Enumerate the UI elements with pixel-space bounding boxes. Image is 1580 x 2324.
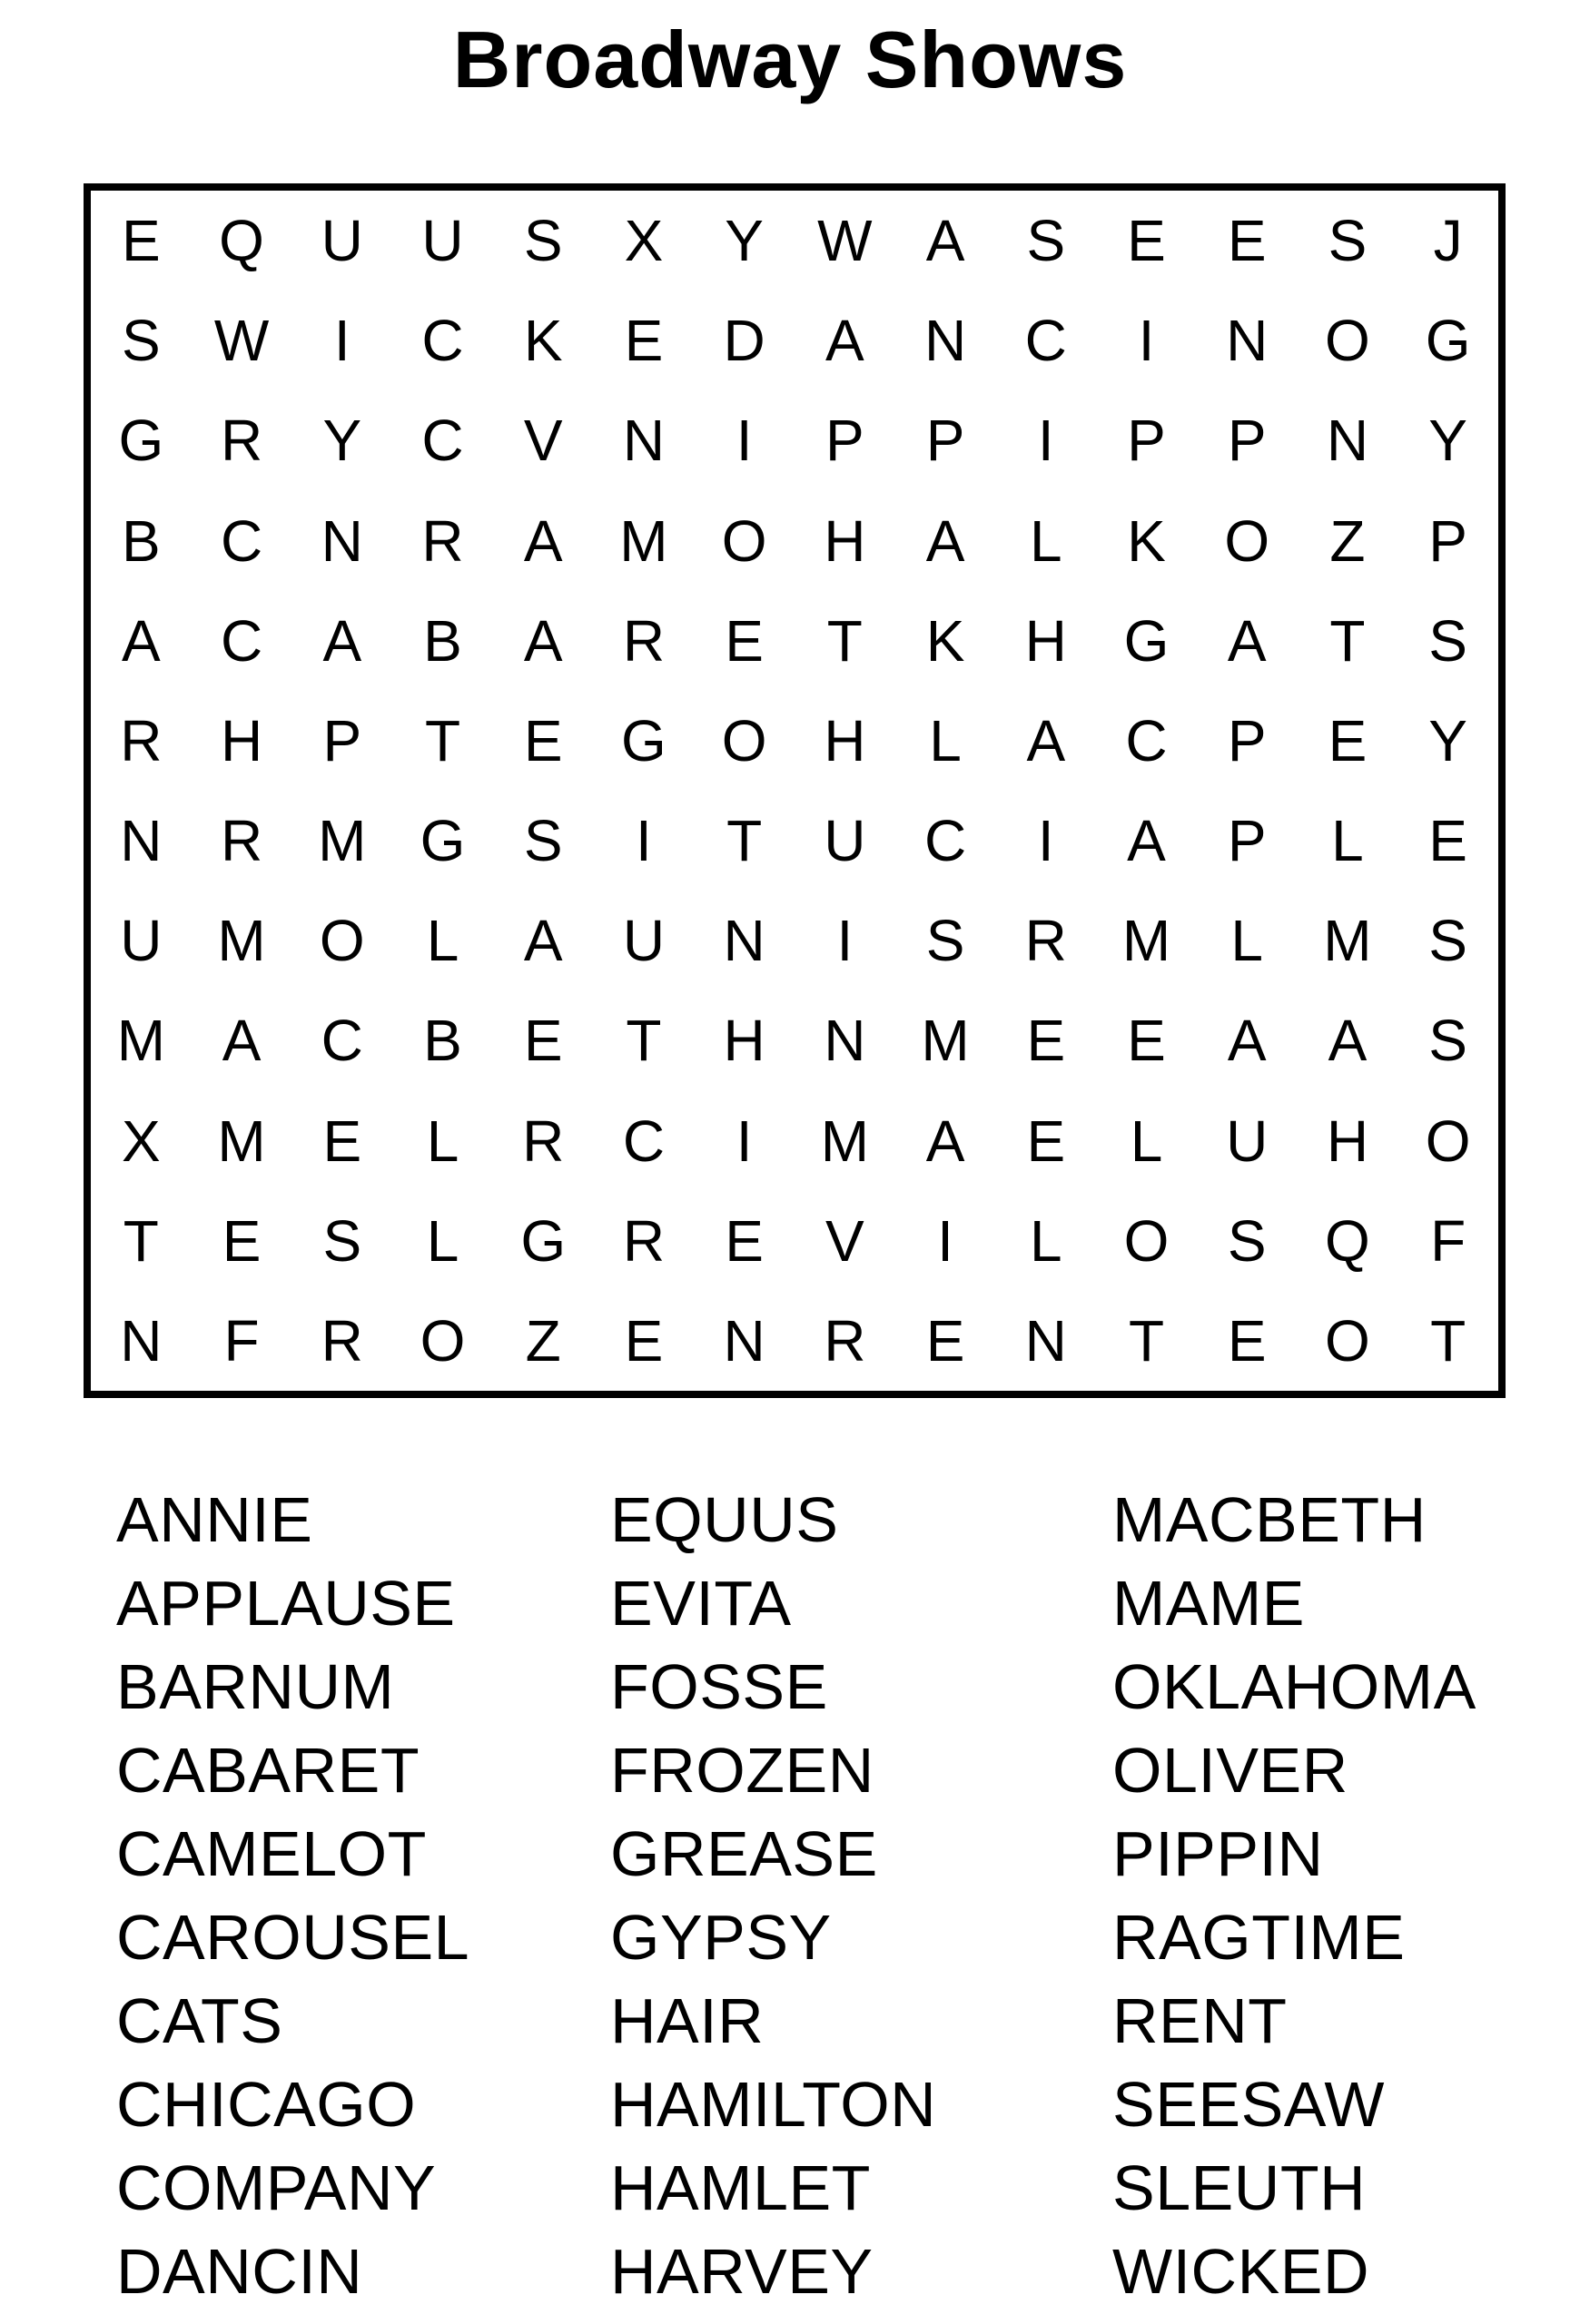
word-list-item: CHICAGO [116,2069,417,2140]
word-list-item: SEESAW [1112,2069,1385,2140]
grid-letter[interactable]: Q [219,208,264,274]
word-list-item: MACBETH [1112,1484,1427,1555]
grid-letter[interactable]: O [1425,1108,1471,1174]
word-list-item: APPLAUSE [116,1568,456,1639]
grid-letter[interactable]: C [1024,308,1067,374]
grid-letter[interactable]: Y [322,408,362,474]
word-list-item: COMPANY [116,2152,437,2223]
grid-letter[interactable]: A [122,607,161,674]
word-list-column [116,1478,469,2313]
grid-letter[interactable]: M [820,1108,869,1174]
grid-letter[interactable]: Y [1428,408,1467,474]
grid-letter[interactable]: E [925,1307,965,1374]
grid-letter[interactable]: L [929,707,962,773]
grid-letter[interactable]: Y [725,208,764,274]
grid-letter[interactable]: G [1425,308,1471,374]
grid-letter[interactable]: K [523,308,563,374]
grid-letter[interactable]: R [622,607,666,674]
grid-letter[interactable]: A [1328,1008,1368,1074]
grid-letter[interactable]: L [1230,908,1263,974]
grid-letter[interactable]: O [721,707,767,773]
grid-letter[interactable]: N [1226,308,1269,374]
grid-letter[interactable]: N [120,808,163,874]
grid-letter[interactable]: M [1121,908,1171,974]
grid-letter[interactable]: K [1127,507,1166,574]
grid-letter[interactable]: P [1227,408,1267,474]
word-list-item: HARVEY [610,2236,874,2307]
grid-letter[interactable]: H [1326,1108,1369,1174]
grid-letter[interactable]: U [622,908,666,974]
grid-letter[interactable]: L [426,1207,459,1274]
grid-letter[interactable]: O [420,1307,466,1374]
grid-letter[interactable]: P [825,408,864,474]
grid-letter[interactable]: C [421,308,464,374]
grid-letter[interactable]: N [1326,408,1369,474]
grid-letter[interactable]: E [1227,1307,1267,1374]
word-list-item: GYPSY [610,1902,832,1973]
grid-letter[interactable]: C [923,808,967,874]
grid-letter[interactable]: U [824,808,866,874]
grid-letter[interactable]: P [1227,707,1267,773]
grid-letter[interactable]: T [626,1008,662,1074]
grid-letter[interactable]: M [217,1108,266,1174]
word-list-item: RENT [1112,1985,1288,2056]
grid-letter[interactable]: E [1328,707,1368,773]
grid-letter[interactable]: E [523,707,563,773]
grid-letter[interactable]: V [825,1207,864,1274]
grid-letter[interactable]: S [1428,607,1467,674]
grid-letter[interactable]: A [1227,1008,1267,1074]
grid-letter[interactable]: I [937,1207,953,1274]
grid-letter[interactable]: E [122,208,161,274]
grid-letter[interactable]: H [824,507,866,574]
grid-letter[interactable]: I [836,908,854,974]
grid-letter[interactable]: U [1226,1108,1269,1174]
grid-letter[interactable]: R [321,1307,363,1374]
grid-letter[interactable]: M [318,808,367,874]
grid-letter[interactable]: C [220,607,263,674]
grid-letter[interactable]: T [1430,1307,1466,1374]
grid-letter[interactable]: H [220,707,263,773]
grid-letter[interactable]: R [220,808,263,874]
grid-letter[interactable]: O [721,507,767,574]
grid-letter[interactable]: N [321,507,363,574]
grid-letter[interactable]: N [923,308,967,374]
grid-letter[interactable]: A [1127,808,1166,874]
word-list-item: MAME [1112,1568,1305,1639]
grid-letter[interactable]: E [322,1108,362,1174]
grid-letter[interactable]: W [817,208,873,274]
grid-letter[interactable]: F [1430,1207,1466,1274]
grid-letter[interactable]: V [523,408,563,474]
grid-letter[interactable]: A [523,507,563,574]
grid-letter[interactable]: B [423,607,462,674]
word-list-item: OKLAHOMA [1112,1651,1476,1722]
grid-letter[interactable]: Y [1428,707,1467,773]
grid-letter[interactable]: P [1227,808,1267,874]
word-list-item: SLEUTH [1112,2152,1367,2223]
grid-letter[interactable]: M [217,908,266,974]
grid-letter[interactable]: D [723,308,765,374]
grid-letter[interactable]: C [1125,707,1168,773]
grid-letter[interactable]: T [424,707,461,773]
grid-letter[interactable]: S [925,908,965,974]
grid-letter[interactable]: O [1224,507,1270,574]
grid-letter[interactable]: N [622,408,666,474]
grid-letter[interactable]: A [925,507,965,574]
grid-letter[interactable]: I [1037,408,1054,474]
grid-letter[interactable]: C [622,1108,666,1174]
word-list-item: CAMELOT [116,1818,427,1889]
grid-letter[interactable]: E [1127,1008,1166,1074]
word-list-item: FOSSE [610,1651,828,1722]
grid-letter[interactable]: H [824,707,866,773]
grid-letter[interactable]: A [925,1108,965,1174]
grid-letter[interactable]: T [726,808,763,874]
word-list-column [610,1478,936,2313]
grid-letter[interactable]: A [523,607,563,674]
grid-letter[interactable]: I [636,808,652,874]
grid-letter[interactable]: E [1127,208,1166,274]
grid-letter[interactable]: T [123,1207,159,1274]
grid-letter[interactable]: R [120,707,163,773]
grid-letter[interactable]: I [1138,308,1155,374]
grid-letter[interactable]: M [1323,908,1372,974]
grid-letter[interactable]: G [520,1207,567,1274]
word-list-item: DANCIN [116,2236,363,2307]
grid-letter[interactable]: M [116,1008,165,1074]
grid-letter[interactable]: L [1130,1108,1163,1174]
grid-letter[interactable]: C [421,408,464,474]
grid-letter[interactable]: S [322,1207,362,1274]
grid-letter[interactable]: L [1331,808,1364,874]
grid-letter[interactable]: U [120,908,163,974]
word-list-item: BARNUM [116,1651,395,1722]
grid-letter[interactable]: I [736,1108,753,1174]
grid-letter[interactable]: P [925,408,965,474]
grid-letter[interactable]: A [825,308,864,374]
grid-letter[interactable]: E [725,1207,764,1274]
word-list-item: ANNIE [116,1484,313,1555]
grid-letter[interactable]: N [723,1307,765,1374]
grid-letter[interactable]: E [222,1207,262,1274]
grid-letter[interactable]: A [222,1008,262,1074]
grid-letter[interactable]: S [122,308,161,374]
grid-letter[interactable]: I [736,408,753,474]
grid-letter[interactable]: S [1227,1207,1267,1274]
grid-letter[interactable]: O [1325,308,1370,374]
grid-letter[interactable]: E [1428,808,1467,874]
grid-letter[interactable]: R [622,1207,666,1274]
grid-letter[interactable]: T [1329,607,1366,674]
grid-letter[interactable]: I [333,308,351,374]
grid-letter[interactable]: R [220,408,263,474]
word-list [0,1478,1580,2307]
grid-letter[interactable]: X [624,208,664,274]
grid-letter[interactable]: A [1227,607,1267,674]
grid-letter[interactable]: S [1328,208,1368,274]
word-list-item: HAIR [610,1985,765,2056]
grid-letter[interactable]: G [420,808,466,874]
grid-letter[interactable]: Z [1329,507,1366,574]
grid-letter[interactable]: G [621,707,667,773]
page-title: Broadway Shows [452,15,1128,104]
grid-letter[interactable]: S [523,808,563,874]
word-list-item: FROZEN [610,1735,874,1806]
word-list-item: EQUUS [610,1484,839,1555]
grid-letter[interactable]: E [1026,1108,1066,1174]
grid-letter[interactable]: C [321,1008,363,1074]
grid-letter[interactable]: B [122,507,161,574]
word-list-item: HAMILTON [610,2069,937,2140]
word-list-item: CABARET [116,1735,420,1806]
grid-letter[interactable]: N [824,1008,866,1074]
word-search-grid [84,183,1506,1398]
word-list-item: HAMLET [610,2152,871,2223]
grid-letter[interactable]: R [824,1307,866,1374]
grid-letter[interactable]: H [723,1008,765,1074]
grid-letter[interactable]: W [213,308,270,374]
grid-letter[interactable]: K [925,607,965,674]
grid-letter[interactable]: J [1433,208,1463,274]
grid-letter[interactable]: R [1024,908,1067,974]
grid-letter[interactable]: C [220,507,263,574]
grid-letter[interactable]: M [921,1008,970,1074]
grid-letter[interactable]: I [1037,808,1054,874]
grid-letter[interactable]: B [423,1008,462,1074]
grid-letter[interactable]: A [1026,707,1066,773]
grid-letter[interactable]: E [725,607,764,674]
grid-letter[interactable]: S [1026,208,1066,274]
grid-letter[interactable]: E [624,308,664,374]
word-list-item: GREASE [610,1818,878,1889]
grid-letter[interactable]: N [120,1307,163,1374]
grid-letter[interactable]: H [1024,607,1067,674]
grid-letter[interactable]: E [1227,208,1267,274]
grid-letter[interactable]: U [421,208,464,274]
grid-letter[interactable]: R [522,1108,565,1174]
grid-letter[interactable]: F [223,1307,260,1374]
grid-letter[interactable]: N [723,908,765,974]
grid-letter[interactable]: M [619,507,668,574]
grid-letter[interactable]: P [1127,408,1166,474]
word-list-item: CATS [116,1985,283,2056]
grid-letter[interactable]: L [426,1108,459,1174]
word-list-item: OLIVER [1112,1735,1348,1806]
grid-letter[interactable]: U [321,208,363,274]
grid-letter[interactable]: N [1024,1307,1067,1374]
grid-letter[interactable]: T [1128,1307,1165,1374]
grid-letter[interactable]: O [319,908,365,974]
grid-letter[interactable]: Q [1325,1207,1370,1274]
grid-letter[interactable]: A [925,208,965,274]
word-list-column [1112,1478,1476,2313]
grid-letter[interactable]: T [826,607,863,674]
word-list-item: PIPPIN [1112,1818,1324,1889]
grid-letter[interactable]: O [1325,1307,1370,1374]
word-list-item: WICKED [1112,2236,1369,2307]
grid-letter[interactable]: X [122,1108,161,1174]
grid-letter[interactable]: L [1029,507,1062,574]
grid-letter[interactable]: P [1428,507,1467,574]
grid-letter[interactable]: L [1029,1207,1062,1274]
grid-letter[interactable]: R [421,507,464,574]
grid-letter[interactable]: E [1026,1008,1066,1074]
grid-letter[interactable]: A [322,607,362,674]
word-list-item: RAGTIME [1112,1902,1406,1973]
grid-letter[interactable]: L [426,908,459,974]
grid-letter[interactable]: S [1428,1008,1467,1074]
grid-letter[interactable]: Z [525,1307,561,1374]
grid-letter[interactable]: O [1123,1207,1170,1274]
word-list-item: CAROUSEL [116,1902,470,1973]
grid-letter[interactable]: G [1123,607,1170,674]
word-list-item: EVITA [610,1568,792,1639]
grid-letter[interactable]: A [523,908,563,974]
grid-letter[interactable]: S [523,208,563,274]
grid-letter[interactable]: E [523,1008,563,1074]
grid-letter[interactable]: S [1428,908,1467,974]
grid-letter[interactable]: P [322,707,362,773]
grid-letter[interactable]: E [624,1307,664,1374]
grid-letter[interactable]: G [118,408,164,474]
